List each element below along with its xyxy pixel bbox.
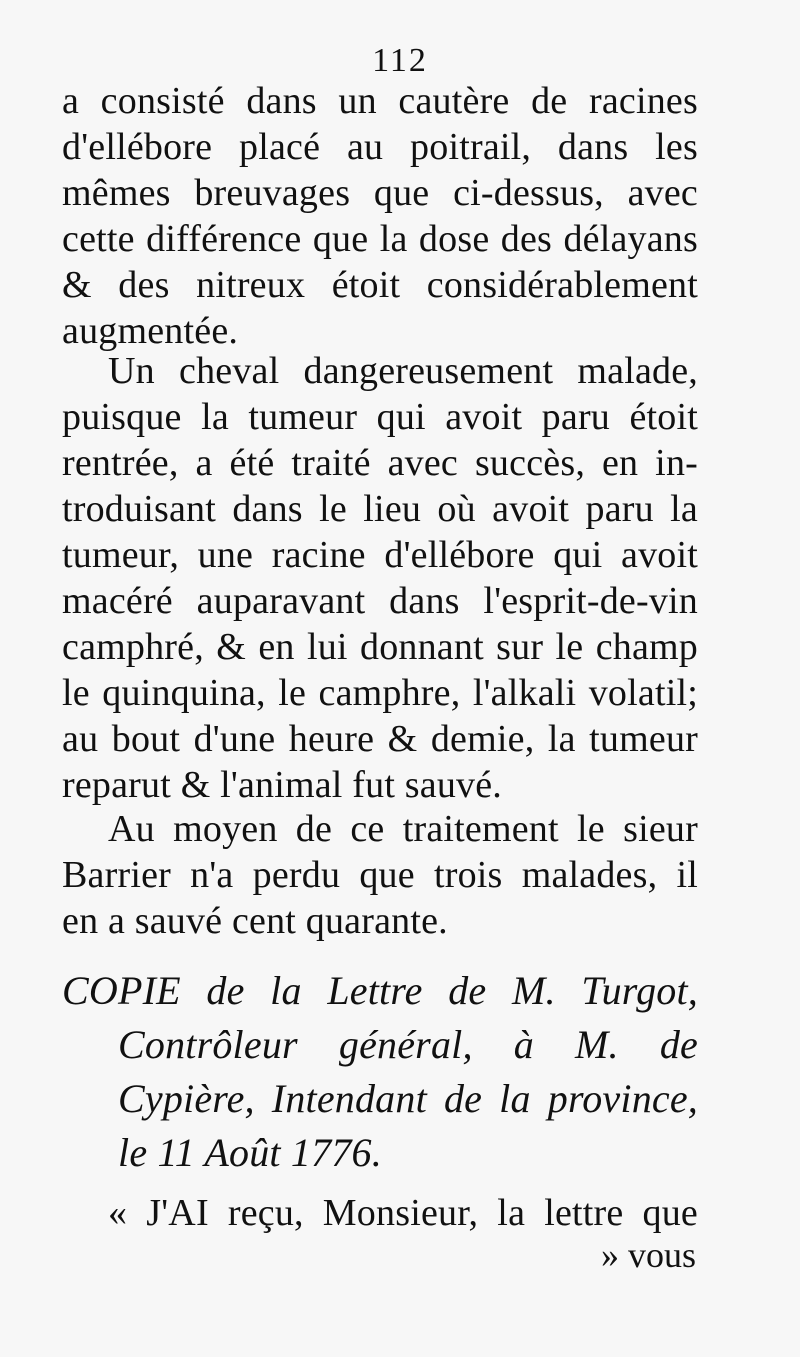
text-line: a consisté dans un cautère de racines bbox=[62, 80, 698, 122]
letter-first-line: « J'AI reçu, Monsieur, la lettre que bbox=[108, 1192, 698, 1234]
letter-heading-line: Cypière, Intendant de la province, bbox=[118, 1076, 698, 1121]
text-line: camphré, & en lui donnant sur le champ bbox=[62, 626, 698, 668]
page-number: 112 bbox=[372, 42, 428, 79]
text-line: tumeur, une racine d'ellébore qui avoit bbox=[62, 534, 698, 576]
text-line: Un cheval dangereusement malade, bbox=[108, 350, 698, 392]
text-line: puisque la tumeur qui avoit paru étoit bbox=[62, 396, 698, 438]
text-line: au bout d'une heure & demie, la tumeur bbox=[62, 718, 698, 760]
text-line: le quinquina, le camphre, l'alkali volatil; bbox=[62, 672, 698, 714]
text-line: rentrée, a été traité avec succès, en in- bbox=[62, 442, 698, 484]
text-line: mêmes breuvages que ci-dessus, avec bbox=[62, 172, 698, 214]
text-line: macéré auparavant dans l'esprit-de-vin bbox=[62, 580, 698, 622]
text-line: en a sauvé cent quarante. bbox=[62, 900, 448, 942]
letter-heading-line: Contrôleur général, à M. de bbox=[118, 1022, 698, 1067]
text-line: troduisant dans le lieu où avoit paru la bbox=[62, 488, 698, 530]
text-line: cette différence que la dose des délayans bbox=[62, 218, 698, 260]
text-line: augmentée. bbox=[62, 310, 239, 352]
text-line: d'ellébore placé au poitrail, dans les bbox=[62, 126, 698, 168]
text-line: reparut & l'animal fut sauvé. bbox=[62, 764, 502, 806]
text-line: Barrier n'a perdu que trois malades, il bbox=[62, 854, 698, 896]
letter-heading-line: COPIE de la Lettre de M. Turgot, bbox=[62, 968, 698, 1013]
text-line: & des nitreux étoit considérablement bbox=[62, 264, 698, 306]
catchword: » vous bbox=[600, 1235, 696, 1275]
letter-heading-line: le 11 Août 1776. bbox=[118, 1130, 382, 1175]
text-line: Au moyen de ce traitement le sieur bbox=[108, 808, 698, 850]
